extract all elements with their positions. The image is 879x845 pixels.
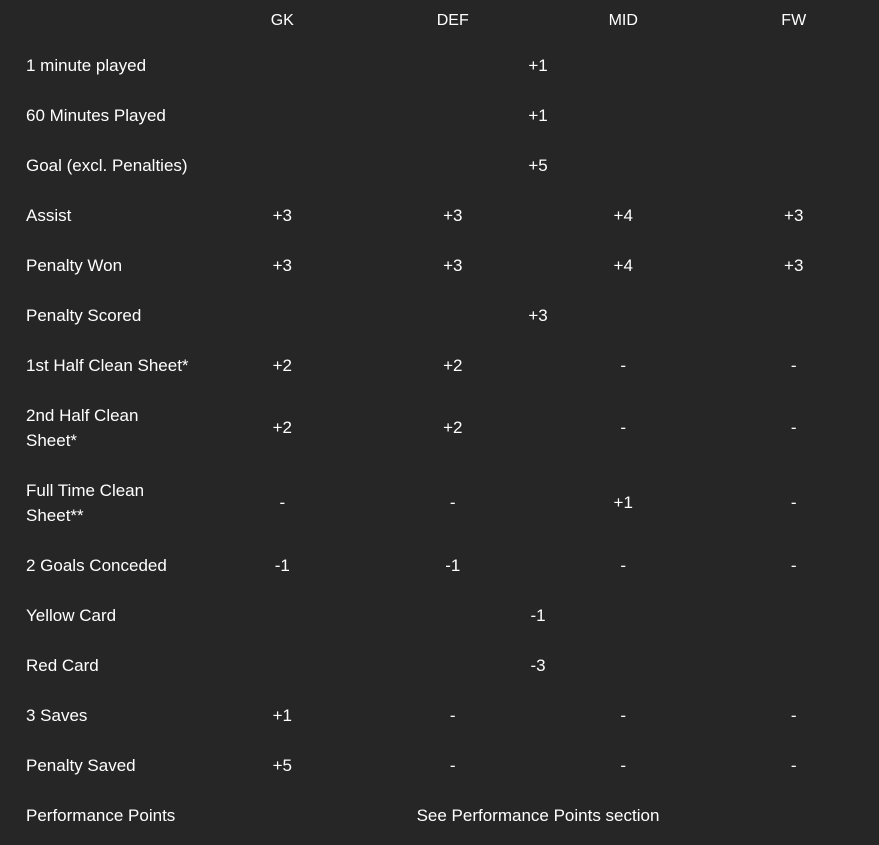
gk-value: +2	[272, 418, 292, 437]
mid-value: -	[620, 705, 627, 725]
fw-value: +3	[784, 205, 804, 225]
mid-value: -	[620, 755, 627, 775]
row-label: Full Time Clean Sheet**	[26, 480, 145, 525]
table-row	[0, 465, 879, 540]
table-row	[0, 690, 879, 740]
row-label: 3 Saves	[26, 705, 88, 725]
fw-value: -	[790, 493, 797, 512]
table-row	[0, 240, 879, 290]
table-row	[0, 790, 879, 840]
def-value: +3	[443, 255, 463, 275]
table-row	[0, 590, 879, 640]
gk-value: +3	[272, 255, 292, 275]
merged-value: -1	[530, 605, 546, 625]
header-fw: FW	[781, 11, 807, 29]
fw-value: -	[790, 418, 797, 437]
header-gk: GK	[270, 11, 294, 29]
header-mid: MID	[608, 11, 638, 29]
table-row	[0, 340, 879, 390]
table-row	[0, 40, 879, 90]
mid-value: +1	[613, 493, 633, 512]
def-value: -	[449, 705, 456, 725]
def-value: -	[449, 493, 456, 512]
def-value: -1	[445, 555, 461, 575]
merged-value: +3	[528, 305, 548, 325]
mid-value: -	[620, 355, 627, 375]
row-label: Penalty Won	[26, 255, 123, 275]
row-label: Assist	[26, 205, 72, 225]
row-label: Red Card	[26, 655, 99, 675]
def-value: +2	[443, 355, 463, 375]
header-row	[0, 0, 879, 40]
table-row	[0, 640, 879, 690]
gk-value: +2	[272, 355, 292, 375]
row-label: Performance Points	[26, 805, 176, 825]
table-row	[0, 90, 879, 140]
def-value: -	[449, 755, 456, 775]
fw-value: -	[790, 355, 797, 375]
mid-value: -	[620, 418, 627, 437]
row-label: 1 minute played	[26, 55, 147, 75]
table-row	[0, 390, 879, 465]
row-label: 2nd Half Clean Sheet*	[26, 405, 139, 450]
table-row	[0, 540, 879, 590]
merged-value: +5	[528, 155, 548, 175]
mid-value: +4	[613, 255, 633, 275]
fw-value: -	[790, 705, 797, 725]
row-label: Yellow Card	[26, 605, 117, 625]
row-label: 1st Half Clean Sheet*	[26, 355, 189, 375]
def-value: +3	[443, 205, 463, 225]
def-value: +2	[443, 418, 463, 437]
header-def: DEF	[436, 11, 469, 29]
gk-value: +5	[272, 755, 292, 775]
row-label: Penalty Saved	[26, 755, 136, 775]
mid-value: -	[620, 555, 627, 575]
gk-value: +1	[272, 705, 292, 725]
table-row	[0, 740, 879, 790]
gk-value: -	[279, 493, 286, 512]
header-blank-cell	[0, 0, 197, 40]
fw-value: -	[790, 555, 797, 575]
table-row	[0, 190, 879, 240]
fw-value: -	[790, 755, 797, 775]
gk-value: -1	[274, 555, 290, 575]
row-label: 60 Minutes Played	[26, 105, 166, 125]
merged-value: +1	[528, 55, 548, 75]
merged-value: -3	[530, 655, 546, 675]
row-label: Goal (excl. Penalties)	[26, 155, 188, 175]
merged-value: See Performance Points section	[416, 805, 660, 825]
row-label: 2 Goals Conceded	[26, 555, 167, 575]
row-label: Penalty Scored	[26, 305, 142, 325]
table-row	[0, 140, 879, 190]
gk-value: +3	[272, 205, 292, 225]
fw-value: +3	[784, 255, 804, 275]
table-row	[0, 290, 879, 340]
merged-value: +1	[528, 105, 548, 125]
mid-value: +4	[613, 205, 633, 225]
